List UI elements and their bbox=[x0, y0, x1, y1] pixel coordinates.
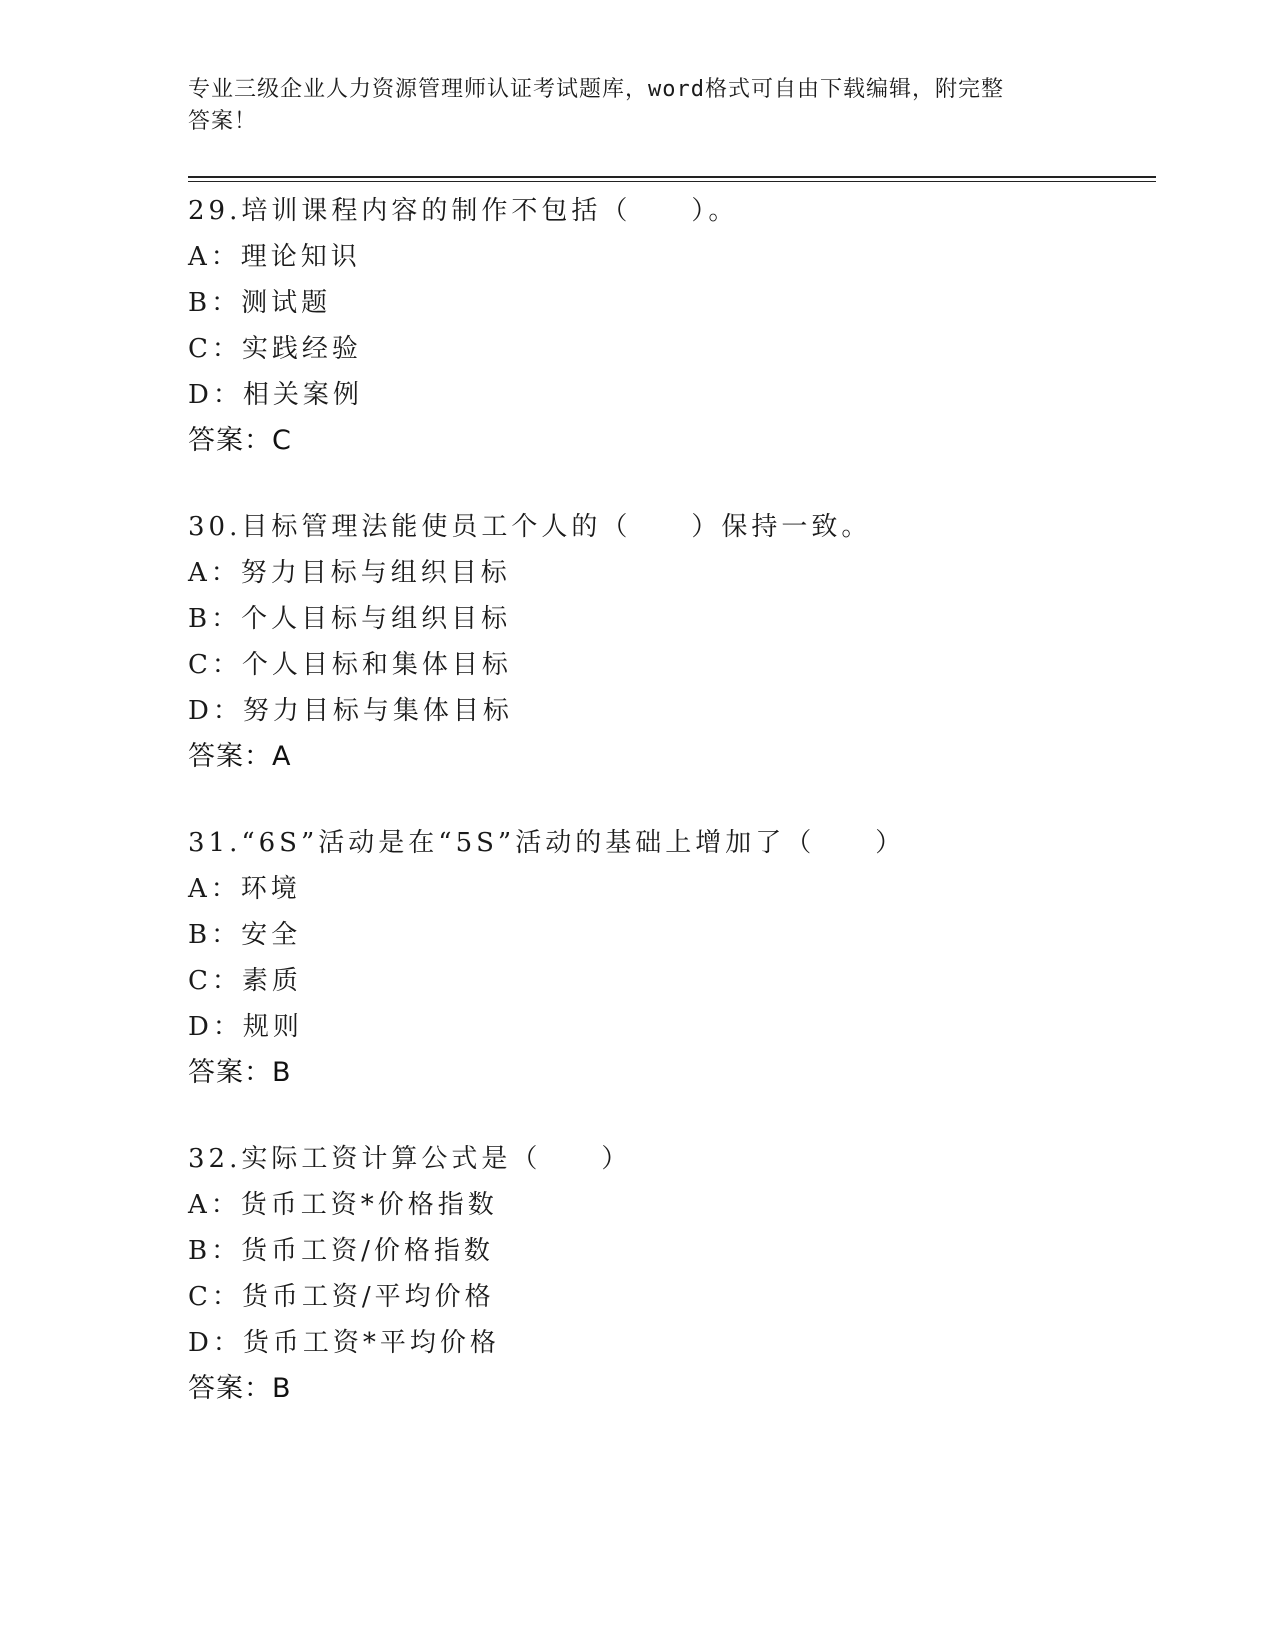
question-stem: 32.实际工资计算公式是（ ） bbox=[188, 1144, 632, 1174]
question-list bbox=[188, 188, 1156, 1412]
question-32 bbox=[188, 1136, 1156, 1412]
option-c: C：实践经验 bbox=[188, 334, 362, 364]
option-d: D：货币工资*平均价格 bbox=[188, 1328, 500, 1358]
question-spacer bbox=[188, 1096, 1156, 1136]
option-b: B：个人目标与组织目标 bbox=[188, 604, 512, 634]
option-a: A：理论知识 bbox=[188, 242, 361, 272]
option-d: D：规则 bbox=[188, 1012, 303, 1042]
option-c: C：个人目标和集体目标 bbox=[188, 650, 512, 680]
option-c: C：货币工资/平均价格 bbox=[188, 1282, 495, 1312]
header-divider-thin bbox=[188, 181, 1156, 182]
answer: 答案：B bbox=[188, 1057, 292, 1088]
document-header bbox=[188, 74, 1068, 138]
header-line-2: 答案！ bbox=[188, 109, 258, 134]
answer: 答案：A bbox=[188, 741, 292, 772]
header-divider-thick bbox=[188, 176, 1156, 178]
question-30 bbox=[188, 504, 1156, 780]
question-stem: 29.培训课程内容的制作不包括（ ）。 bbox=[188, 196, 739, 226]
question-31 bbox=[188, 820, 1156, 1096]
option-c: C：素质 bbox=[188, 966, 302, 996]
option-a: A：环境 bbox=[188, 874, 301, 904]
option-b: B：测试题 bbox=[188, 288, 332, 318]
header-line-1: 专业三级企业人力资源管理师认证考试题库，word格式可自由下载编辑，附完整 bbox=[188, 77, 1004, 102]
option-d: D：努力目标与集体目标 bbox=[188, 696, 513, 726]
option-b: B：货币工资/价格指数 bbox=[188, 1236, 494, 1266]
question-stem: 30.目标管理法能使员工个人的（ ）保持一致。 bbox=[188, 512, 872, 542]
question-stem: 31.“6S”活动是在“5S”活动的基础上增加了（ ） bbox=[188, 828, 906, 858]
question-spacer bbox=[188, 464, 1156, 504]
option-d: D：相关案例 bbox=[188, 380, 363, 410]
question-spacer bbox=[188, 780, 1156, 820]
answer: 答案：C bbox=[188, 425, 292, 456]
question-29 bbox=[188, 188, 1156, 464]
option-a: A：努力目标与组织目标 bbox=[188, 558, 511, 588]
answer: 答案：B bbox=[188, 1373, 292, 1404]
option-a: A：货币工资*价格指数 bbox=[188, 1190, 498, 1220]
option-b: B：安全 bbox=[188, 920, 302, 950]
